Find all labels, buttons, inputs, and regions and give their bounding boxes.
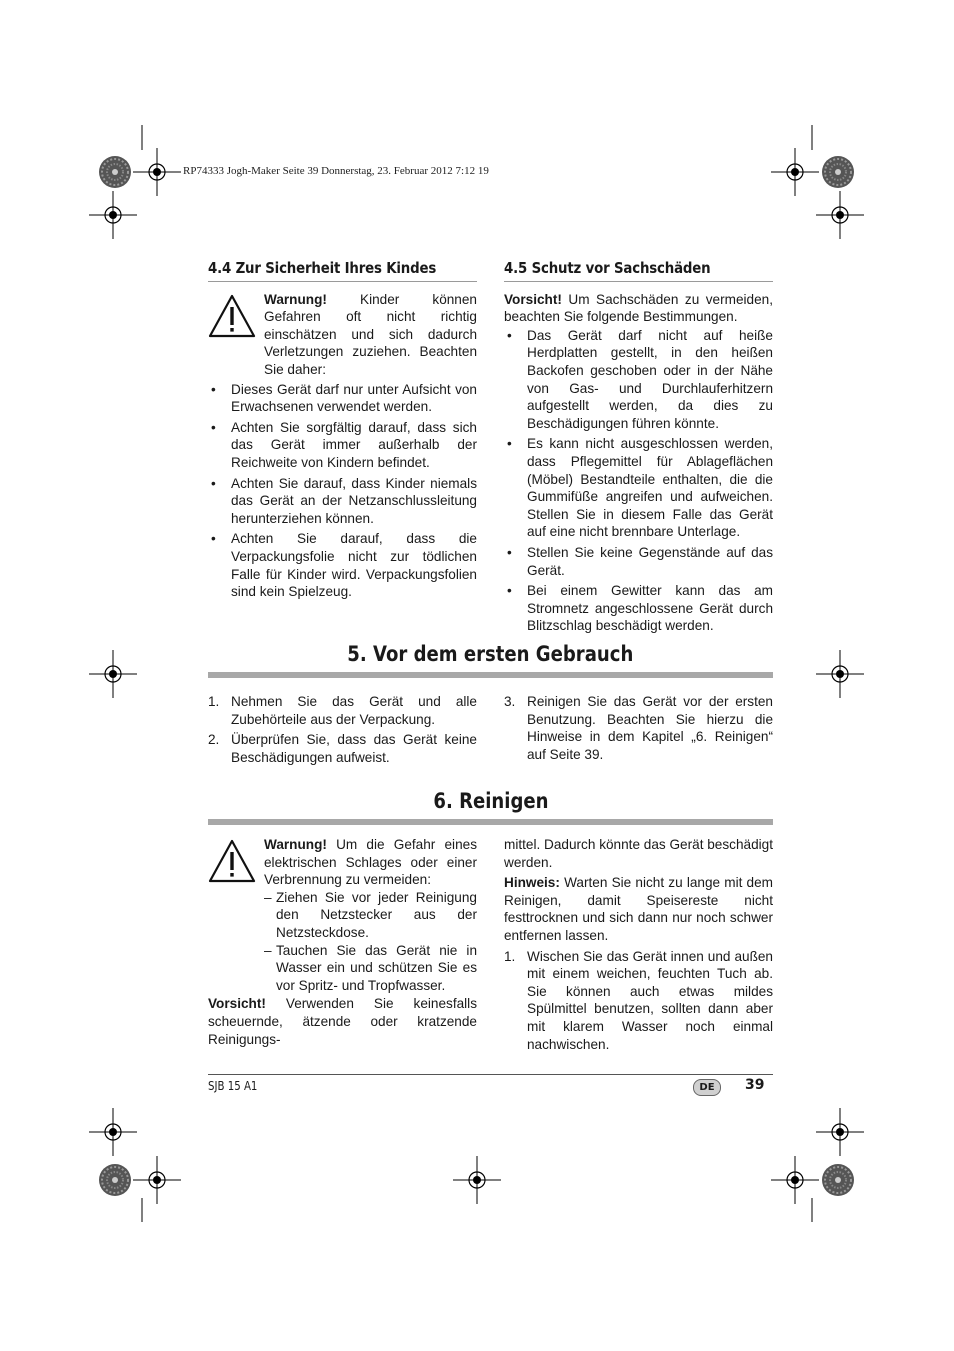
warning-dash-list [208, 889, 477, 995]
property-damage-list [504, 327, 773, 635]
list-item: • Bei einem Gewitter kann das am Stromnetz angeschlossene Gerät durch Blitzschlag beschädigt werden. [507, 583, 773, 634]
warning-text: Um die Gefahr eines elektrischen Schlages oder einer Verbrennung zu vermeiden: [264, 837, 477, 888]
list-item: • Achten Sie darauf, dass Kinder niemals das Gerät an der Netzanschlussleitung herunterziehen können. [211, 475, 477, 526]
list-item: 3. Reinigen Sie das Gerät vor der ersten Benutzung. Beachten Sie hierzu die Hinweise in dem Kapitel „6. Reinigen“ auf Seite 39. [504, 694, 773, 762]
list-item: – Ziehen Sie vor jeder Reinigung den Netzstecker aus der Netzsteckdose. [264, 889, 477, 940]
section-4-5 [504, 260, 773, 638]
list-item: 1. Wischen Sie das Gerät innen und außen mit einem weichen, feuchten Tuch ab. Sie können auch etwas mildes Spülmittel benutzen, sollten dann aber mit klarem Wasser noch einmal nachwischen. [504, 948, 773, 1052]
section-5-left [208, 693, 477, 769]
section-4-4 [208, 260, 477, 604]
caution-label: Vorsicht! [504, 291, 562, 307]
heading-4-4: 4.4 Zur Sicherheit Ihres Kindes [208, 259, 437, 277]
child-safety-list [208, 381, 477, 601]
section-6-right [504, 836, 773, 1056]
caution-text-continued: mittel. Dadurch könnte das Gerät beschädigt werden. [504, 837, 774, 870]
footer-model: SJB 15 A1 [208, 1079, 258, 1093]
print-slug: RP74333 Jogh-Maker Seite 39 Donnerstag, 23. Februar 2012 7:12 19 [183, 165, 489, 177]
warning-label: Warnung! [264, 837, 327, 852]
steps-list [504, 948, 773, 1054]
heading-6: 6. Reinigen [432, 789, 549, 813]
list-item: • Dieses Gerät darf nur unter Aufsicht von Erwachsenen verwendet werden. [211, 381, 477, 415]
steps-list [504, 693, 773, 763]
warning-triangle-icon [208, 839, 256, 883]
list-item: • Das Gerät darf nicht auf heiße Herdplatten gestellt, in den heißen Backofen geschoben oder in der Nähe von Gas- und Durchlauferhitzern aufgestellt werden, da dies zu Beschädigungen führen könnte. [507, 327, 773, 431]
section-6-left [208, 836, 477, 1048]
note-text: Warten Sie nicht zu lange mit dem Reinigen, damit Speisereste nicht festtrocknen und sich dann nur noch schwer entfernen lassen. [504, 875, 773, 943]
warning-label: Warnung! [264, 291, 327, 307]
list-item: • Achten Sie sorgfältig darauf, dass sich das Gerät immer außerhalb der Reichweite von Kindern befindet. [211, 419, 477, 470]
language-badge: DE [693, 1079, 721, 1096]
steps-list [208, 693, 477, 766]
caution-label: Vorsicht! [208, 996, 266, 1012]
heading-5: 5. Vor dem ersten Gebrauch [347, 642, 634, 666]
warning-block [208, 291, 477, 379]
note-label: Hinweis: [504, 875, 560, 891]
list-item: • Stellen Sie keine Gegenstände auf das Gerät. [507, 544, 773, 578]
heading-6-bar [208, 819, 773, 825]
caution-text: Um Sachschäden zu vermeiden, beachten Sie folgende Bestimmungen. [504, 291, 773, 325]
list-item: 2. Überprüfen Sie, dass das Gerät keine Beschädigungen aufweist. [208, 732, 477, 765]
caution-text: Verwenden Sie keinesfalls scheuernde, ätzende oder kratzende Reinigungs- [208, 996, 477, 1047]
list-item: • Achten Sie darauf, dass die Verpackungsfolie nicht zur tödlichen Falle für Kinder wird. Verpackungsfolien sind kein Spielzeug. [211, 531, 477, 600]
warning-text: Kinder können Gefahren oft nicht richtig einschätzen und sich dadurch Verletzungen zuziehen. Beachten Sie daher: [264, 291, 477, 377]
section-5-right [504, 693, 773, 766]
list-item: – Tauchen Sie das Gerät nie in Wasser ein und schützen Sie es vor Spritz- und Tropfwasser. [264, 942, 477, 993]
page-number: 39 [745, 1077, 765, 1093]
heading-5-bar [208, 672, 773, 678]
footer-rule [208, 1074, 773, 1075]
list-item: • Es kann nicht ausgeschlossen werden, dass Pflegemittel für Ablageflächen (Möbel) Bestandteile enthalten, die die Gummifüße angreifen und aufweichen. Stellen Sie in diesem Falle das Gerät auf eine nicht brennbare Unterlage. [507, 436, 773, 540]
heading-4-5: 4.5 Schutz vor Sachschäden [504, 259, 711, 277]
warning-triangle-icon [208, 294, 256, 338]
warning-block [208, 836, 477, 889]
list-item: 1. Nehmen Sie das Gerät und alle Zubehörteile aus der Verpackung. [208, 694, 477, 727]
